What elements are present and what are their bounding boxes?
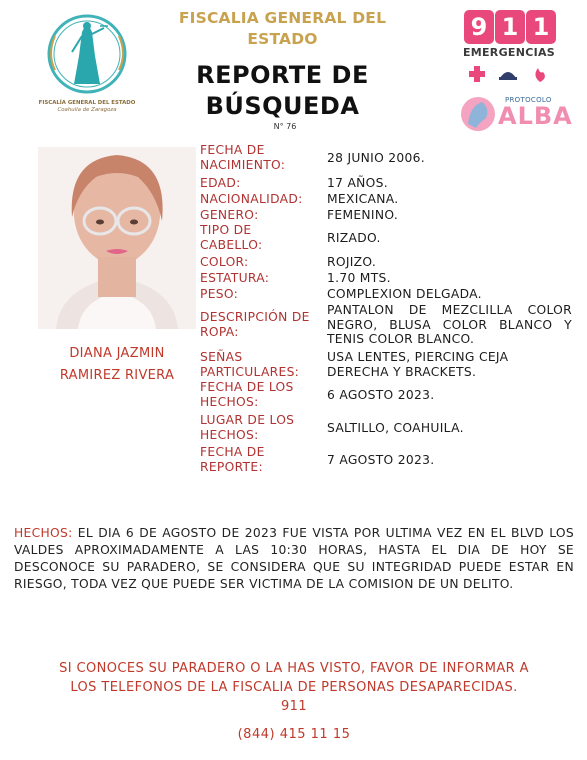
fire-icon: [535, 68, 544, 82]
narrative-text: EL DIA 6 DE AGOSTO DE 2023 FUE VISTA POR ULTIMA VEZ EN EL BLVD LOS VALDES APROXIMADAMENTE A LAS 10:30 HORAS, HASTA EL DIA DE HOY SE DESCONOCE SU PARADERO, SE CONSIDERA QUE SU INTEGRIDAD PUEDE ESTAR EN RIESGO, TODA VEZ QUE PUEDE SER VICTIMA DE LA COMISION DE UN DELITO.: [14, 526, 574, 591]
value-event-date: 6 AGOSTO 2023.: [327, 388, 435, 402]
document-title: [175, 60, 390, 122]
label-age: EDAD:: [200, 176, 241, 190]
value-gender: FEMENINO.: [327, 208, 399, 222]
person-name: [22, 343, 212, 387]
label-line: PARTICULARES:: [200, 364, 300, 379]
label-event-date: [200, 380, 294, 409]
label-line: LUGAR DE LOS: [200, 413, 295, 427]
label-line: SEÑAS: [200, 350, 243, 364]
label-nationality: NACIONALIDAD:: [200, 192, 303, 206]
value-line: TENIS COLOR BLANCO.: [327, 332, 475, 346]
contact-line3: 911: [280, 699, 307, 714]
label-line: FECHA DE: [200, 143, 265, 157]
label-hair-type: [200, 223, 262, 252]
alba-protocol-logo: [458, 92, 573, 137]
alba-emblem-icon: [458, 94, 498, 134]
label-line: REPORTE:: [200, 459, 263, 474]
digit-1a: 1: [495, 10, 525, 44]
emergency-911-badge: [462, 10, 556, 90]
value-birth-date: 28 JUNIO 2006.: [327, 151, 425, 165]
digit-9: 9: [464, 10, 494, 44]
alba-word: ALBA: [498, 102, 573, 130]
label-line: FECHA DE LOS: [200, 380, 294, 394]
value-clothing: [327, 303, 572, 347]
label-clothing: [200, 310, 310, 339]
title-line-2: BÚSQUEDA: [205, 92, 360, 120]
label-color: COLOR:: [200, 255, 249, 269]
value-color: ROJIZO.: [327, 255, 377, 269]
label-line: DESCRIPCIÓN DE: [200, 310, 310, 324]
contact-line1: SI CONOCES SU PARADERO O LA HAS VISTO, FAVOR DE INFORMAR A: [59, 661, 529, 676]
title-line-1: REPORTE DE: [196, 61, 369, 89]
narrative-label: HECHOS:: [14, 526, 73, 540]
label-line: HECHOS:: [200, 394, 259, 409]
person-name-line1: DIANA JAZMIN: [69, 346, 165, 361]
person-photo: [38, 147, 196, 329]
digit-1b: 1: [526, 10, 556, 44]
value-height: 1.70 MTS.: [327, 271, 391, 285]
alba-protocol-label: PROTOCOLO: [505, 96, 552, 104]
contact-line2: LOS TELEFONOS DE LA FISCALIA DE PERSONAS DESAPARECIDAS.: [70, 680, 518, 695]
value-line: DERECHA Y BRACKETS.: [327, 364, 477, 379]
portrait-photo-icon: [38, 147, 196, 329]
agency-name: FISCALIA GENERAL DEL ESTADO: [178, 9, 387, 48]
label-weight: PESO:: [200, 287, 239, 301]
logo-caption: [22, 100, 152, 114]
label-event-place: [200, 413, 294, 442]
police-cap-icon: [499, 72, 517, 80]
label-line: NACIMIENTO:: [200, 157, 286, 172]
label-line: HECHOS:: [200, 427, 259, 442]
contact-message: [14, 659, 574, 716]
value-line: USA LENTES, PIERCING CEJA: [327, 350, 509, 364]
value-weight: COMPLEXION DELGADA.: [327, 287, 482, 301]
events-narrative: [14, 525, 574, 593]
red-cross-icon: [469, 66, 485, 82]
label-line: ROPA:: [200, 324, 239, 339]
value-age: 17 AÑOS.: [327, 176, 388, 190]
report-number: N° 76: [273, 122, 297, 131]
label-gender: GENERO:: [200, 208, 259, 222]
value-line: NEGRO, BLUSA COLOR BLANCO Y: [327, 317, 572, 332]
label-line: TIPO DE: [200, 223, 252, 237]
label-report-date: [200, 445, 265, 474]
value-line: PANTALON DE MEZCLILLA COLOR: [327, 303, 572, 317]
emergencias-label: EMERGENCIAS: [462, 46, 556, 59]
value-report-date: 7 AGOSTO 2023.: [327, 453, 435, 467]
logo-caption-line1: FISCALÍA GENERAL DEL ESTADO: [38, 100, 136, 106]
justice-statue-icon: [22, 8, 152, 103]
label-height: ESTATURA:: [200, 271, 270, 285]
value-distinctive-marks: [327, 350, 508, 379]
label-distinctive-marks: [200, 350, 299, 379]
logo-caption-line2: Coahuila de Zaragoza: [57, 107, 117, 113]
label-line: CABELLO:: [200, 237, 263, 252]
contact-phone: (844) 415 11 15: [237, 727, 351, 742]
person-name-line2: RAMIREZ RIVERA: [59, 368, 175, 383]
value-nationality: MEXICANA.: [327, 192, 399, 206]
label-line: FECHA DE: [200, 445, 265, 459]
label-birth-date: [200, 143, 285, 172]
value-event-place: SALTILLO, COAHUILA.: [327, 421, 464, 435]
value-hair-type: RIZADO.: [327, 231, 381, 245]
emergency-services-icons: [468, 64, 554, 86]
